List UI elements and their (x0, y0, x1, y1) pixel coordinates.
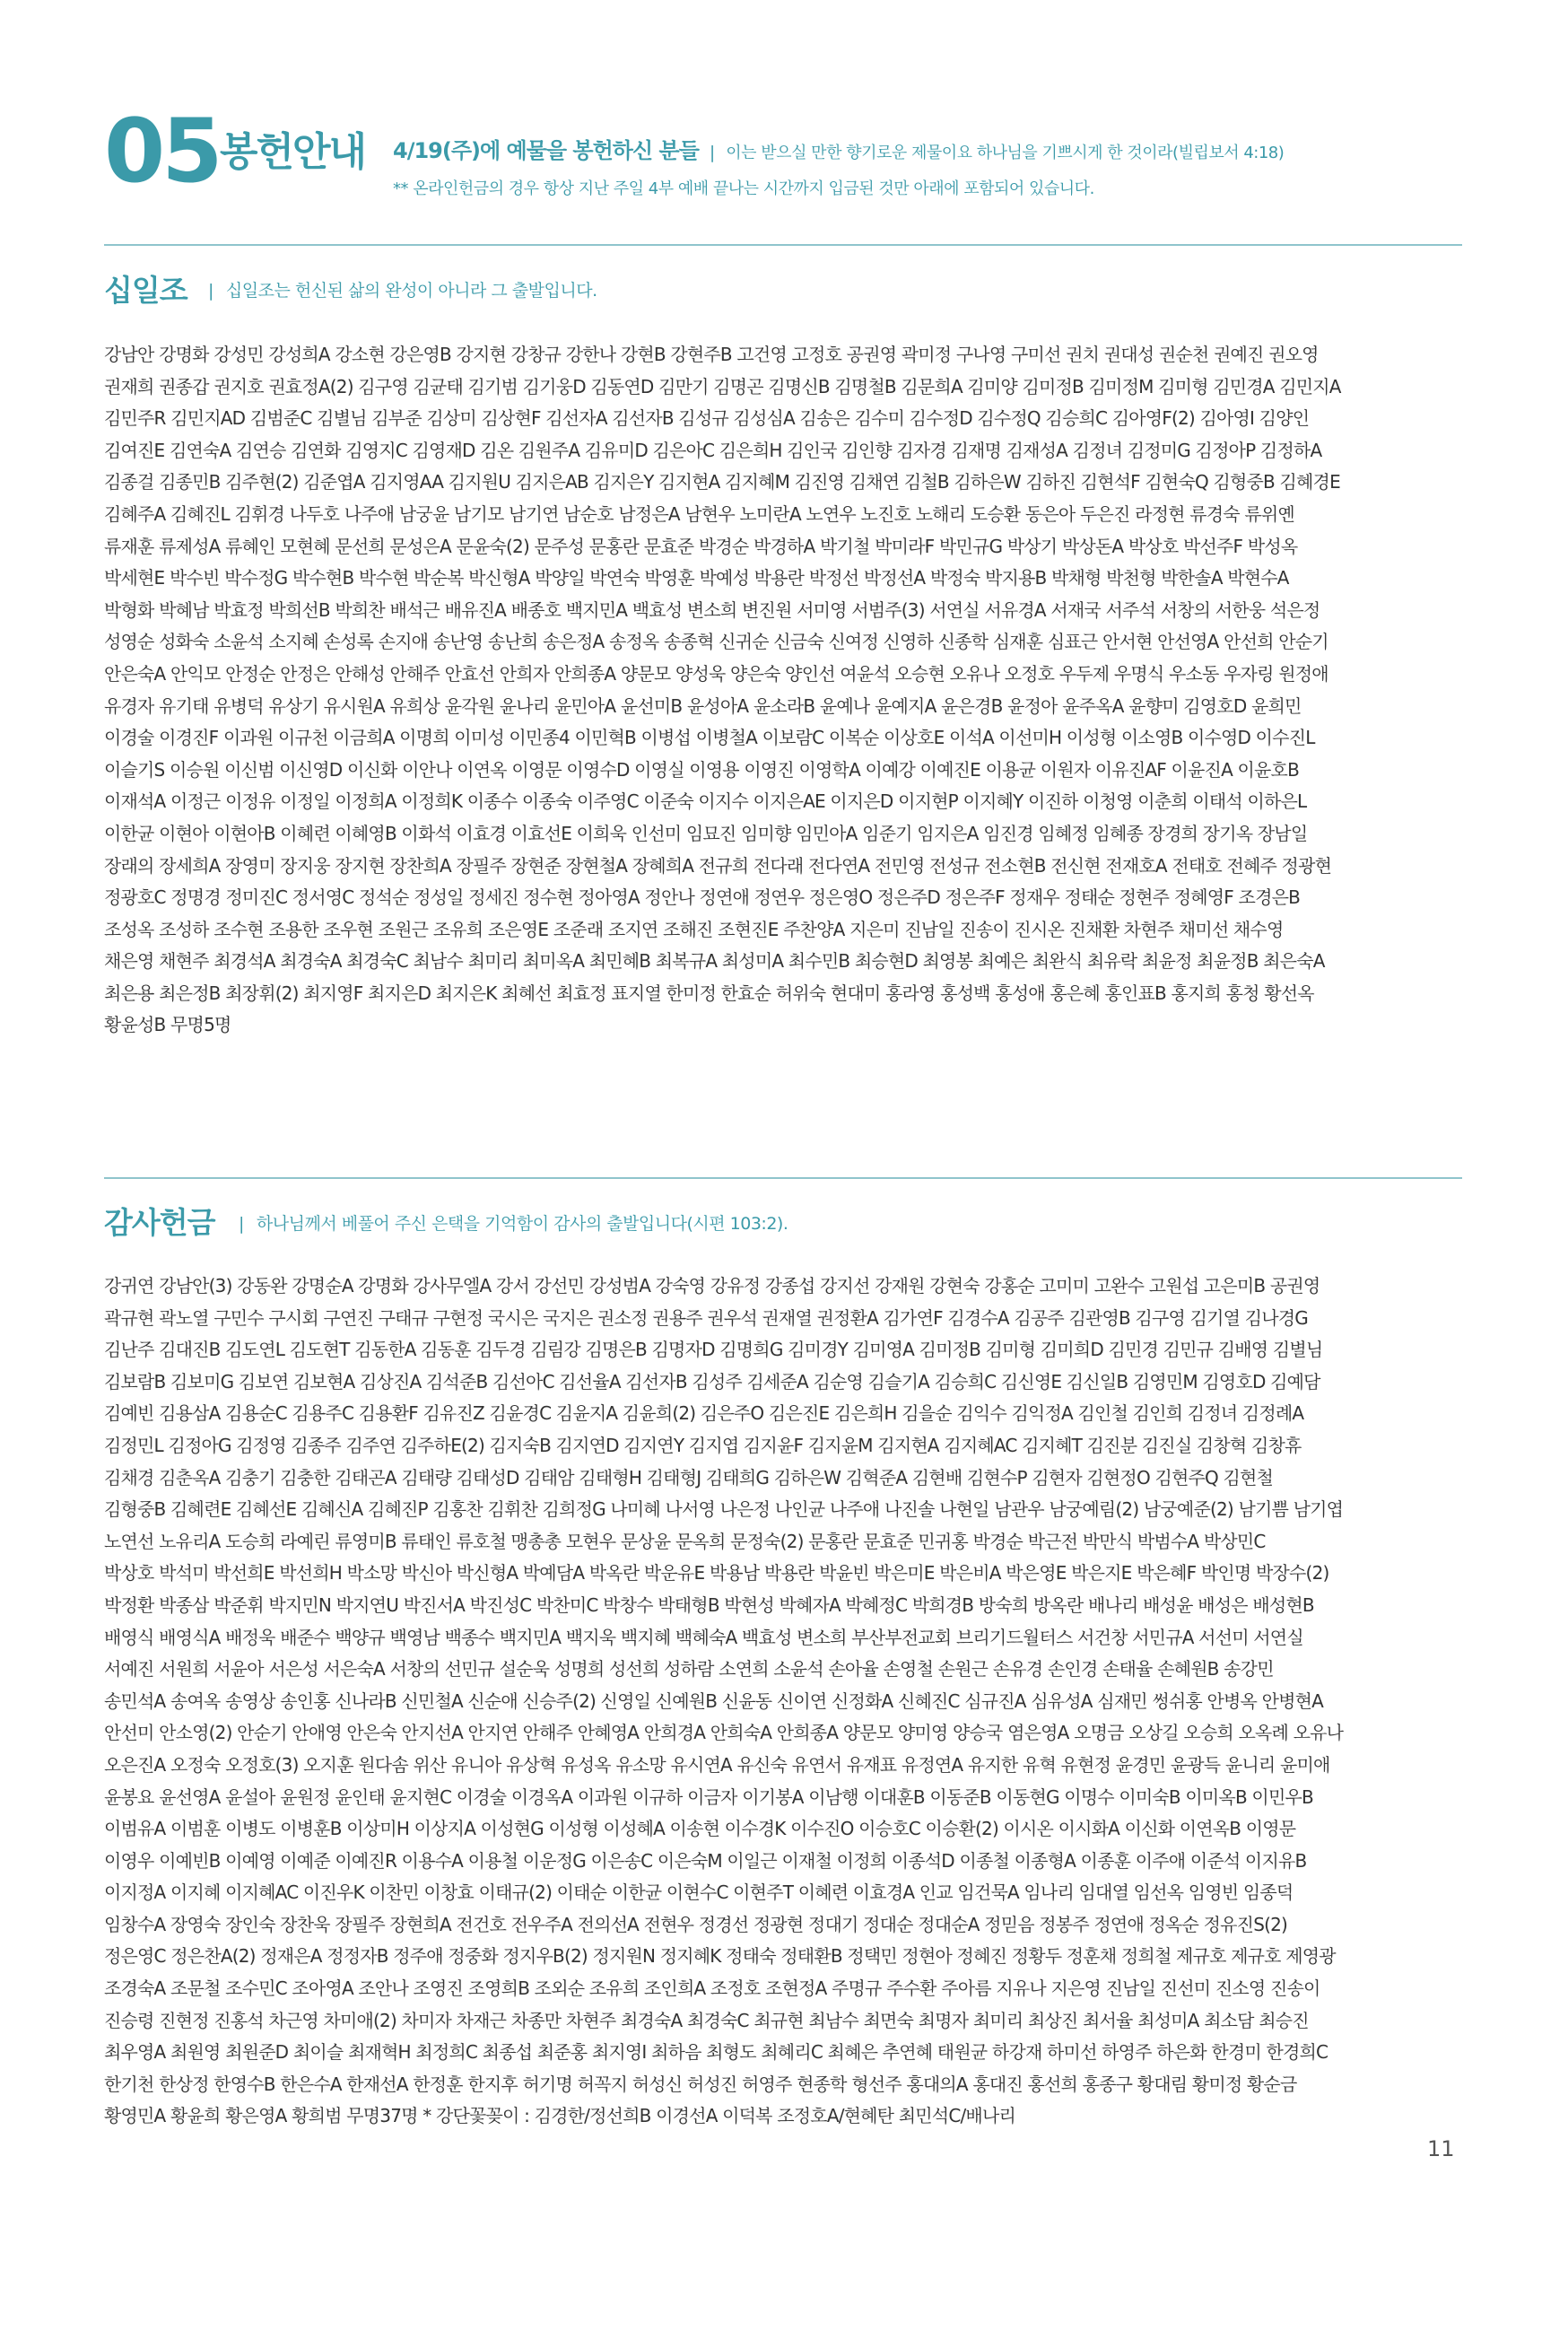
thanks-names-line: 서예진 서원희 서윤아 서은성 서은숙A 서창의 선민규 설순욱 성명희 성선희 성하람 소연희 소윤석 손아율 손영철 손원근 손유경 손인경 손태율 손혜원B 송강민 (104, 1658, 1274, 1681)
thanks-names-line: 배영식 배영식A 배정욱 배준수 백양규 백영남 백종수 백지민A 백지욱 백지혜 백혜숙A 백효성 변소희 부산부전교회 브리기드월터스 서건창 서민규A 서선미 서연실 (104, 1626, 1303, 1648)
thanks-names-line: 윤봉요 윤선영A 윤설아 윤원정 윤인태 윤지현C 이경술 이경옥A 이과원 이규하 이금자 이기봉A 이남행 이대훈B 이동준B 이동현G 이명수 이미숙B 이미옥B 이민우B (104, 1785, 1313, 1808)
thanks-description (239, 1216, 788, 1233)
tithe-names-line: 박세현E 박수빈 박수정G 박수현B 박수현 박순복 박신형A 박양일 박연숙 박영훈 박예성 박용란 박정선 박정선A 박정숙 박지용B 박채형 박천형 박한솔A 박현수A (104, 567, 1289, 589)
thanks-names-line: 안선미 안소영(2) 안순기 안애영 안은숙 안지선A 안지연 안해주 안혜영A 안희경A 안희숙A 안희종A 양문모 양미영 양승국 염은영A 오명금 오상길 오승희 오옥례 오유나 (104, 1722, 1344, 1744)
thanks-names-line: 한기천 한상정 한영수B 한은수A 한재선A 한정훈 한지후 허기명 허꼭지 허성신 허성진 허영주 현종학 형선주 홍대의A 홍대진 홍선희 홍종구 황대림 황미정 황순금 (104, 2073, 1297, 2095)
tithe-names-line: 이재석A 이정근 이정유 이정일 이정희A 이정희K 이종수 이종숙 이주영C 이준숙 이지수 이지은AE 이지은D 이지현P 이지혜Y 이진하 이청영 이춘희 이태석 이하은L (104, 790, 1307, 813)
tithe-names-line: 김여진E 김연숙A 김연승 김연화 김영지C 김영재D 김온 김원주A 김유미D 김은아C 김은희H 김인국 김인향 김자경 김재명 김재성A 김정녀 김정미G 김정아P 김정하A (104, 439, 1322, 461)
page-number: 11 (1427, 2136, 1455, 2161)
thanks-title: 감사헌금 (104, 1205, 215, 1240)
tithe-names-line: 안은숙A 안익모 안정순 안정은 안해성 안해주 안효선 안희자 안희종A 양문모 양성욱 양은숙 양인선 여윤석 오승현 오유나 오정호 우두제 우명식 우소동 우자링 원정애 (104, 662, 1328, 685)
thanks-names-line: 김채경 김춘옥A 김충기 김충한 김태곤A 김태량 김태성D 김태암 김태형H 김태형J 김태희G 김하은W 김혁준A 김현배 김현수P 김현자 김현정O 김현주Q 김현철 (104, 1466, 1274, 1489)
header-note: ** 온라인헌금의 경우 항상 지난 주일 4부 예배 끝나는 시간까지 입금된 것만 아래에 포함되어 있습니다. (393, 179, 1094, 198)
thanks-names-line: 박상호 박석미 박선희E 박선희H 박소망 박신아 박신형A 박예담A 박옥란 박운유E 박용남 박용란 박윤빈 박은미E 박은비A 박은영E 박은지E 박은혜F 박인명 박장수(2) (104, 1562, 1329, 1585)
tithe-separator: | (208, 281, 213, 301)
tithe-names-line: 이슬기S 이승원 이신범 이신영D 이신화 이안나 이연옥 이영문 이영수D 이영실 이영용 이영진 이영학A 이예강 이예진E 이용균 이원자 이유진AF 이윤진A 이윤호B (104, 758, 1299, 781)
tithe-names-line: 이경술 이경진F 이과원 이규천 이금희A 이명희 이미성 이민종4 이민혁B 이병섭 이병철A 이보람C 이복순 이상호E 이석A 이선미H 이성형 이소영B 이수영D 이수진L (104, 727, 1315, 749)
tithe-names-line: 박형화 박혜남 박효정 박희선B 박희찬 배석근 배유진A 배종호 백지민A 백효성 변소희 변진원 서미영 서범주(3) 서연실 서유경A 서재국 서주석 서창의 서한웅 석은정 (104, 598, 1320, 621)
thanks-names-line: 박정환 박종삼 박준휘 박지민N 박지연U 박진서A 박진성C 박찬미C 박창수 박태형B 박현성 박혜자A 박혜정C 박희경B 방숙희 방옥란 배나리 배성윤 배성은 배성현B (104, 1593, 1314, 1616)
thanks-names-line: 이영우 이예빈B 이예영 이예준 이예진R 이용수A 이용철 이운정G 이은송C 이은숙M 이일근 이재철 이정희 이종석D 이종철 이종형A 이종훈 이주애 이준석 이지유B (104, 1849, 1307, 1872)
thanks-names-line: 곽규현 곽노열 구민수 구시회 구연진 구태규 구현정 국시은 국지은 권소정 권용주 권우석 권재열 권정환A 김가연F 김경수A 김공주 김관영B 김구영 김기열 김나경G (104, 1306, 1308, 1329)
tithe-names-line: 채은영 채현주 최경석A 최경숙A 최경숙C 최남수 최미리 최미옥A 최민혜B 최복규A 최성미A 최수민B 최승현D 최영봉 최예은 최완식 최유락 최윤정 최윤정B 최은숙A (104, 950, 1325, 973)
tithe-title: 십일조 (104, 273, 187, 308)
tithe-description (208, 283, 597, 300)
thanks-names-line: 김난주 김대진B 김도연L 김도현T 김동한A 김동훈 김두경 김림강 김명은B 김명자D 김명희G 김미경Y 김미영A 김미정B 김미형 김미희D 김민경 김민규 김배영 김별님 (104, 1339, 1323, 1361)
header-subtitle-line (393, 140, 1284, 162)
section-number: 05 (104, 100, 220, 203)
thanks-names-line: 강귀연 강남안(3) 강동완 강명순A 강명화 강사무엘A 강서 강선민 강성범A 강숙영 강유정 강종섭 강지선 강재원 강현숙 강홍순 고미미 고완수 고원섭 고은미B 공권영 (104, 1275, 1320, 1296)
tithe-names-line: 류재훈 류제성A 류혜인 모현혜 문선희 문성은A 문윤숙(2) 문주성 문홍란 문효준 박경순 박경하A 박기철 박미라F 박민규G 박상기 박상돈A 박상호 박선주F 박성옥 (104, 535, 1298, 557)
thanks-names-line: 김정민L 김정아G 김정영 김종주 김주연 김주하E(2) 김지숙B 김지연D 김지연Y 김지엽 김지윤F 김지윤M 김지현A 김지혜AC 김지혜T 김진분 김진실 김창혁 김창휴 (104, 1434, 1302, 1456)
thanks-names-line: 오은진A 오정숙 오정호(3) 오지훈 원다솜 위산 유니아 유상혁 유성옥 유소망 유시연A 유신숙 유연서 유재표 유정연A 유지한 유혁 유현정 윤경민 윤광득 윤니리 윤미애 (104, 1753, 1330, 1776)
thanks-names-line: 김보람B 김보미G 김보연 김보현A 김상진A 김석준B 김선아C 김선율A 김선자B 김성주 김세준A 김순영 김슬기A 김승희C 김신영E 김신일B 김영민M 김영호D 김예담 (104, 1370, 1320, 1392)
tithe-names-line: 권재희 권종갑 권지호 권효정A(2) 김구영 김균태 김기범 김기웅D 김동연D 김만기 김명곤 김명신B 김명철B 김문희A 김미양 김미정B 김미정M 김미형 김민경A 김민지A (104, 375, 1341, 397)
thanks-names-line: 이지정A 이지혜 이지혜AC 이진우K 이찬민 이창효 이태규(2) 이태순 이한균 이현수C 이현주T 이혜련 이효경A 인교 임건묵A 임나리 임대열 임선옥 임영빈 임종덕 (104, 1881, 1294, 1904)
tithe-names-line: 정광호C 정명경 정미진C 정서영C 정석순 정성일 정세진 정수현 정아영A 정안나 정연애 정연우 정은영O 정은주D 정은주F 정재우 정태순 정현주 정혜영F 조경은B (104, 886, 1301, 909)
header-separator: | (709, 143, 716, 162)
tithe-names-line: 이한균 이현아 이현아B 이혜련 이혜영B 이화석 이효경 이효선E 이희욱 인선미 임묘진 임미향 임민아A 임준기 임지은A 임진경 임혜정 임혜종 장경희 장기옥 장남일 (104, 822, 1308, 844)
tithe-description-text: 십일조는 헌신된 삶의 완성이 아니라 그 출발입니다. (225, 281, 597, 301)
tithe-names-line: 강남안 강명화 강성민 강성희A 강소현 강은영B 강지현 강창규 강한나 강현B 강현주B 고건영 고정호 공권영 곽미정 구나영 구미선 권치 권대성 권순천 권예진 권오영 (104, 344, 1319, 365)
tithe-names-line: 황윤성B 무명5명 (104, 1014, 231, 1036)
tithe-names-line: 성영순 성화숙 소윤석 소지혜 손성록 손지애 송난영 송난희 송은정A 송정옥 송종혁 신귀순 신금숙 신여정 신영하 신종학 심재훈 심표근 안서현 안선영A 안선희 안순기 (104, 631, 1328, 653)
header-verse: 이는 받으실 만한 향기로운 제물이요 하나님을 기쁘시게 한 것이라(빌립보서 4:18) (726, 144, 1285, 162)
tithe-names-line: 최은용 최은정B 최장휘(2) 최지영F 최지은D 최지은K 최혜선 최효정 표지열 한미정 한효순 허위숙 현대미 홍라영 홍성백 홍성애 홍은혜 홍인표B 홍지희 홍청 황선옥 (104, 982, 1314, 1004)
thanks-names-line: 황영민A 황윤희 황은영A 황희범 무명37명 * 강단꽃꽂이 : 김경한/정선희B 이경선A 이덕복 조정호A/현혜탄 최민석C/배나리 (104, 2105, 1015, 2127)
thanks-names-line: 김형중B 김혜련E 김혜선E 김혜신A 김혜진P 김홍찬 김휘찬 김희정G 나미혜 나서영 나은정 나인균 나주애 나진솔 나현일 남관우 남궁예림(2) 남궁예준(2) 남기쁨 남기엽 (104, 1498, 1344, 1521)
tithe-names-line: 조성옥 조성하 조수현 조용한 조우현 조원근 조유희 조은영E 조준래 조지연 조해진 조현진E 주찬양A 지은미 진남일 진송이 진시온 진채환 차현주 채미선 채수영 (104, 918, 1284, 940)
thanks-names-line: 이범유A 이범훈 이병도 이병훈B 이상미H 이상지A 이성현G 이성형 이성혜A 이송현 이수경K 이수진O 이승호C 이승환(2) 이시온 이시화A 이신화 이연옥B 이영문 (104, 1818, 1296, 1840)
page-title: 봉헌안내 (220, 129, 366, 175)
tithe-names-line: 김종걸 김종민B 김주현(2) 김준엽A 김지영AA 김지원U 김지은AB 김지은Y 김지현A 김지혜M 김진영 김채연 김철B 김하은W 김하진 김현석F 김현숙Q 김형중B 김혜경E (104, 471, 1340, 493)
thanks-names-line: 조경숙A 조문철 조수민C 조아영A 조안나 조영진 조영희B 조외순 조유희 조인희A 조정호 조현정A 주명규 주수환 주아름 지유나 지은영 진남일 진선미 진소영 진송이 (104, 1977, 1320, 2000)
thanks-names-line: 정은영C 정은찬A(2) 정재은A 정정자B 정주애 정중화 정지우B(2) 정지원N 정지혜K 정태숙 정태환B 정택민 정현아 정혜진 정황두 정훈채 정희철 제규호 제규호 제영광 (104, 1945, 1336, 1968)
thanks-description-text: 하나님께서 베풀어 주신 은택을 기억함이 감사의 출발입니다(시편 103:2). (256, 1214, 788, 1234)
thanks-names-line: 김예빈 김용삼A 김용순C 김용주C 김용환F 김유진Z 김윤경C 김윤지A 김윤희(2) 김은주O 김은진E 김은희H 김을순 김익수 김익정A 김인철 김인희 김정녀 김정례A (104, 1402, 1304, 1425)
tithe-names-line: 김혜주A 김혜진L 김휘경 나두호 나주애 남궁윤 남기모 남기연 남순호 남정은A 남현우 노미란A 노연우 노진호 노해리 도승환 동은아 두은진 라정현 류경숙 류위옌 (104, 502, 1294, 525)
tithe-names-line: 유경자 유기태 유병덕 유상기 유시원A 유희상 윤각원 윤나리 윤민아A 윤선미B 윤성아A 윤소라B 윤예나 윤예지A 윤은경B 윤정아 윤주옥A 윤향미 김영호D 윤희민 (104, 694, 1302, 717)
header-subtitle: 4/19(주)에 예물을 봉헌하신 분들 (393, 138, 699, 163)
divider-middle (104, 1177, 1462, 1179)
thanks-names-line: 최우영A 최원영 최원준D 최이슬 최재혁H 최정희C 최종섭 최준홍 최지영I 최하음 최형도 최혜리C 최혜은 추연혜 태원균 하강재 하미선 하영주 하은화 한경미 한경희C (104, 2041, 1328, 2064)
tithe-names-line: 김민주R 김민지AD 김범준C 김별님 김부준 김상미 김상현F 김선자A 김선자B 김성규 김성심A 김송은 김수미 김수정D 김수정Q 김승희C 김아영F(2) 김아영I 김양인 (104, 407, 1310, 430)
thanks-names-line: 송민석A 송여옥 송영상 송인홍 신나라B 신민철A 신순애 신승주(2) 신영일 신예원B 신윤동 신이연 신정화A 신혜진C 심규진A 심유성A 심재민 썽쉬홍 안병옥 안병현A (104, 1689, 1324, 1712)
thanks-separator: | (239, 1214, 244, 1234)
tithe-names-list (104, 339, 1462, 1042)
thanks-names-line: 노연선 노유리A 도승희 라예린 류영미B 류태인 류호철 맹총총 모현우 문상윤 문옥희 문정숙(2) 문홍란 문효준 민귀홍 박경순 박근전 박만식 박범수A 박상민C (104, 1530, 1266, 1552)
thanks-names-line: 진승령 진현정 진홍석 차근영 차미애(2) 차미자 차재근 차종만 차현주 최경숙A 최경숙C 최규현 최남수 최면숙 최명자 최미리 최상진 최서율 최성미A 최소담 최승진 (104, 2009, 1309, 2031)
thanks-names-line: 임창수A 장영숙 장인숙 장찬욱 장필주 장현희A 전건호 전우주A 전의선A 전현우 정경선 정광현 정대기 정대순 정대순A 정믿음 정봉주 정연애 정옥순 정유진S(2) (104, 1913, 1288, 1935)
thanks-names-list (104, 1270, 1462, 2133)
tithe-names-line: 장래의 장세희A 장영미 장지웅 장지현 장찬희A 장필주 장현준 장현철A 장혜희A 전규희 전다래 전다연A 전민영 전성규 전소현B 전신현 전재호A 전태호 전혜주 정광현 (104, 854, 1332, 877)
divider-top (104, 244, 1462, 246)
